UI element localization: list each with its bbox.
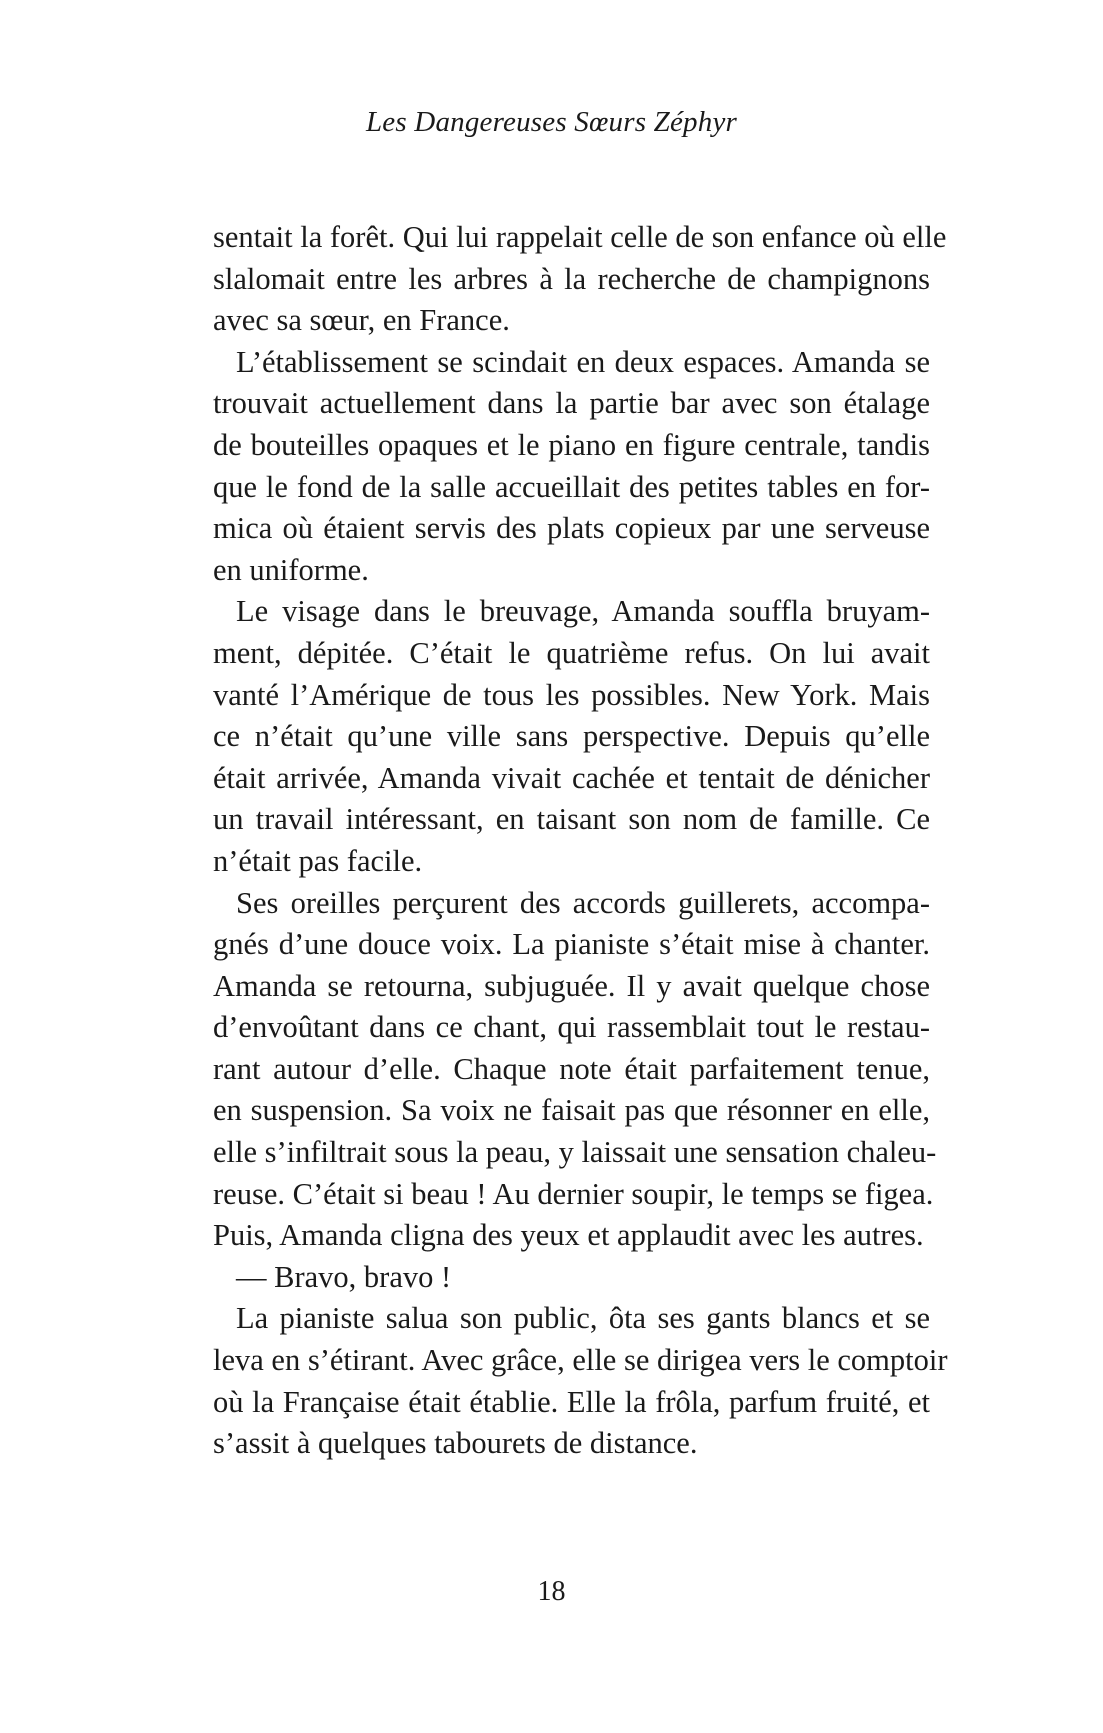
- text-line: n’était pas facile.: [213, 843, 423, 878]
- text-line: vanté l’Amérique de tous les possibles. New York. Mais: [213, 677, 930, 712]
- text-line: Le visage dans le breuvage, Amanda souffla bruyam-: [236, 594, 930, 629]
- text-line: en uniforme.: [213, 552, 369, 587]
- text-line: reuse. C’était si beau ! Au dernier soupir, le temps se figea.: [213, 1176, 934, 1211]
- text-line: que le fond de la salle accueillait des petites tables en for-: [213, 469, 930, 504]
- dialogue-line: — Bravo, bravo !: [236, 1259, 452, 1294]
- text-line: un travail intéressant, en taisant son nom de famille. Ce: [213, 802, 930, 837]
- text-line: trouvait actuellement dans la partie bar avec son étalage: [213, 386, 930, 421]
- text-line: sentait la forêt. Qui lui rappelait celle de son enfance où elle: [213, 220, 947, 254]
- text-line: s’assit à quelques tabourets de distance.: [213, 1426, 698, 1461]
- text-line: leva en s’étirant. Avec grâce, elle se dirigea vers le comptoir: [213, 1343, 948, 1378]
- running-head-title: Les Dangereuses Sœurs Zéphyr: [365, 106, 738, 138]
- text-line: Puis, Amanda cligna des yeux et applaudit avec les autres.: [213, 1218, 924, 1253]
- text-line: Amanda se retourna, subjuguée. Il y avait quelque chose: [213, 968, 930, 1003]
- text-line: ment, dépitée. C’était le quatrième refus. On lui avait: [213, 635, 930, 670]
- text-line: rant autour d’elle. Chaque note était parfaitement tenue,: [213, 1051, 930, 1086]
- text-line: Ses oreilles perçurent des accords guillerets, accompa-: [236, 885, 930, 920]
- page-number: 18: [537, 1576, 566, 1607]
- text-line: mica où étaient servis des plats copieux par une serveuse: [213, 511, 930, 546]
- body-text: [213, 217, 948, 1465]
- text-line: elle s’infiltrait sous la peau, y laissait une sensation chaleu-: [213, 1135, 937, 1170]
- text-line: gnés d’une douce voix. La pianiste s’était mise à chanter.: [213, 927, 930, 962]
- text-line: slalomait entre les arbres à la recherche de champignons: [213, 261, 930, 296]
- text-line: où la Française était établie. Elle la frôla, parfum fruité, et: [213, 1384, 930, 1419]
- text-line: L’établissement se scindait en deux espaces. Amanda se: [236, 344, 930, 379]
- text-line: était arrivée, Amanda vivait cachée et tentait de dénicher: [213, 760, 930, 795]
- text-line: de bouteilles opaques et le piano en figure centrale, tandis: [213, 427, 930, 462]
- text-line: en suspension. Sa voix ne faisait pas que résonner en elle,: [213, 1093, 930, 1128]
- text-line: ce n’était qu’une ville sans perspective. Depuis qu’elle: [213, 719, 930, 754]
- text-line: La pianiste salua son public, ôta ses gants blancs et se: [236, 1301, 930, 1336]
- text-line: avec sa sœur, en France.: [213, 303, 510, 338]
- text-line: d’envoûtant dans ce chant, qui rassemblait tout le restau-: [213, 1010, 930, 1045]
